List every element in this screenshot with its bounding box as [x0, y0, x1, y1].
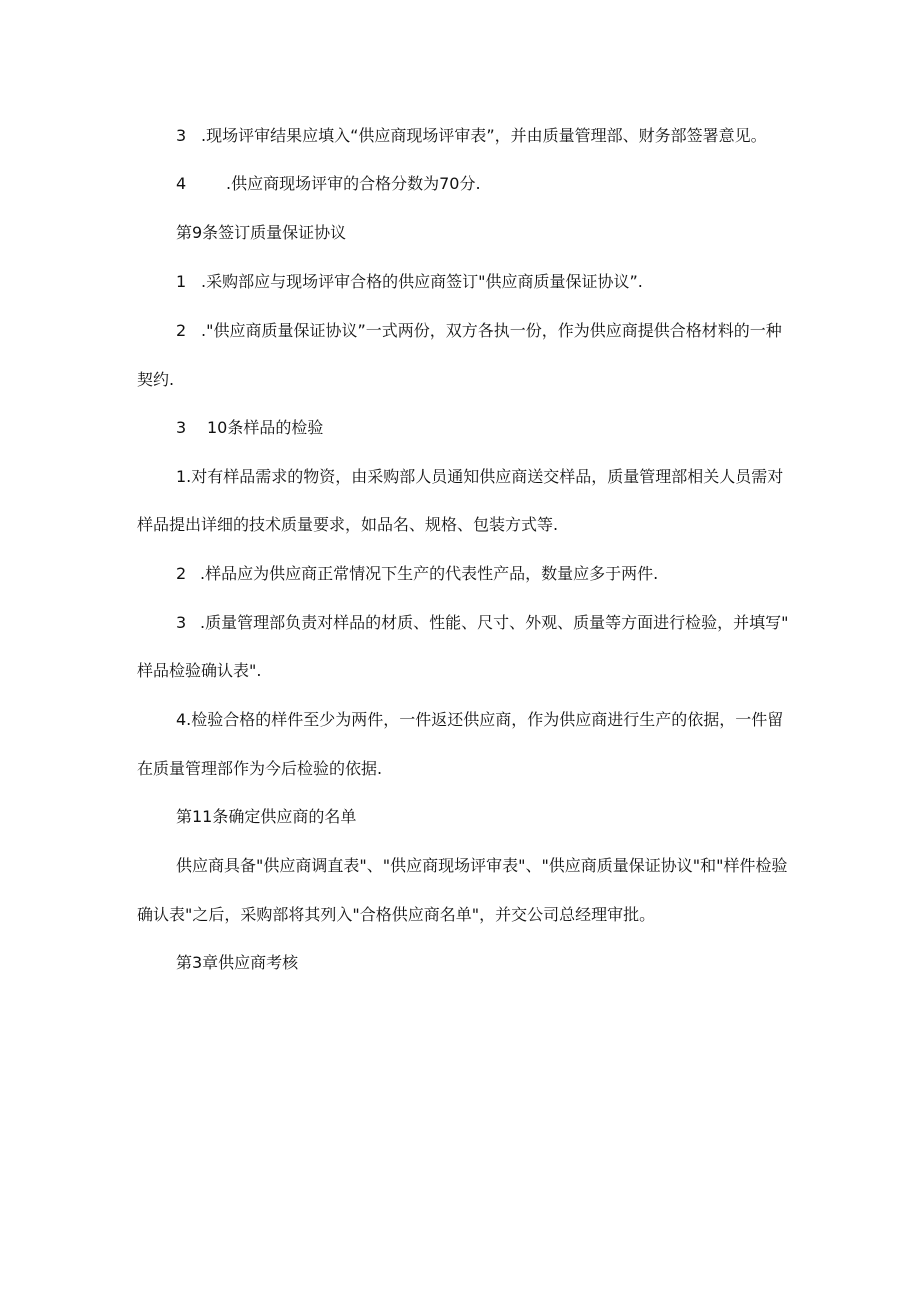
line-text: .供应商现场评审的合格分数为70分.	[226, 174, 481, 193]
text-line	[176, 126, 767, 146]
list-number: 3	[176, 126, 187, 145]
line-text: .现场评审结果应填入“供应商现场评审表”，并由质量管理部、财务部签署意见。	[201, 126, 767, 145]
text-line	[176, 272, 643, 292]
list-number: 4	[176, 174, 187, 193]
list-number: 3	[176, 418, 187, 437]
text-line: 1.对有样品需求的物资，由采购部人员通知供应商送交样品，质量管理部相关人员需对	[176, 467, 784, 486]
chapter-heading: 第3章供应商考核	[176, 953, 299, 972]
line-text: .样品应为供应商正常情况下生产的代表性产品，数量应多于两件.	[200, 564, 659, 583]
text-line: 4.检验合格的样件至少为两件，一件返还供应商，作为供应商进行生产的依据，一件留	[176, 710, 784, 729]
text-line: 供应商具备"供应商调直表"、"供应商现场评审表"、"供应商质量保证协议"和"样件检验	[176, 856, 788, 875]
text-line: 契约.	[137, 370, 175, 389]
line-text: .采购部应与现场评审合格的供应商签订"供应商质量保证协议”.	[201, 272, 643, 291]
text-line	[176, 613, 788, 633]
text-line	[176, 321, 782, 341]
section-heading: 第11条确定供应商的名单	[176, 807, 357, 826]
text-line	[176, 174, 481, 194]
section-heading	[176, 418, 323, 438]
list-number: 2	[176, 321, 187, 340]
text-line: 样品提出详细的技术质量要求，如品名、规格、包装方式等.	[137, 515, 559, 534]
list-number: 2	[176, 564, 187, 583]
line-text: 10条样品的检验	[207, 418, 324, 437]
text-line	[176, 564, 658, 584]
list-number: 3	[176, 613, 187, 632]
text-line: 在质量管理部作为今后检验的依据.	[137, 759, 383, 778]
line-text: .质量管理部负责对样品的材质、性能、尺寸、外观、质量等方面进行检验，并填写"	[200, 613, 789, 632]
section-heading: 第9条签订质量保证协议	[176, 223, 347, 242]
text-line: 确认表"之后，采购部将其列入"合格供应商名单"，并交公司总经理审批。	[137, 905, 656, 924]
text-line: 样品检验确认表".	[137, 661, 262, 680]
line-text: ."供应商质量保证协议”一式两份，双方各执一份，作为供应商提供合格材料的一种	[201, 321, 782, 340]
list-number: 1	[176, 272, 187, 291]
